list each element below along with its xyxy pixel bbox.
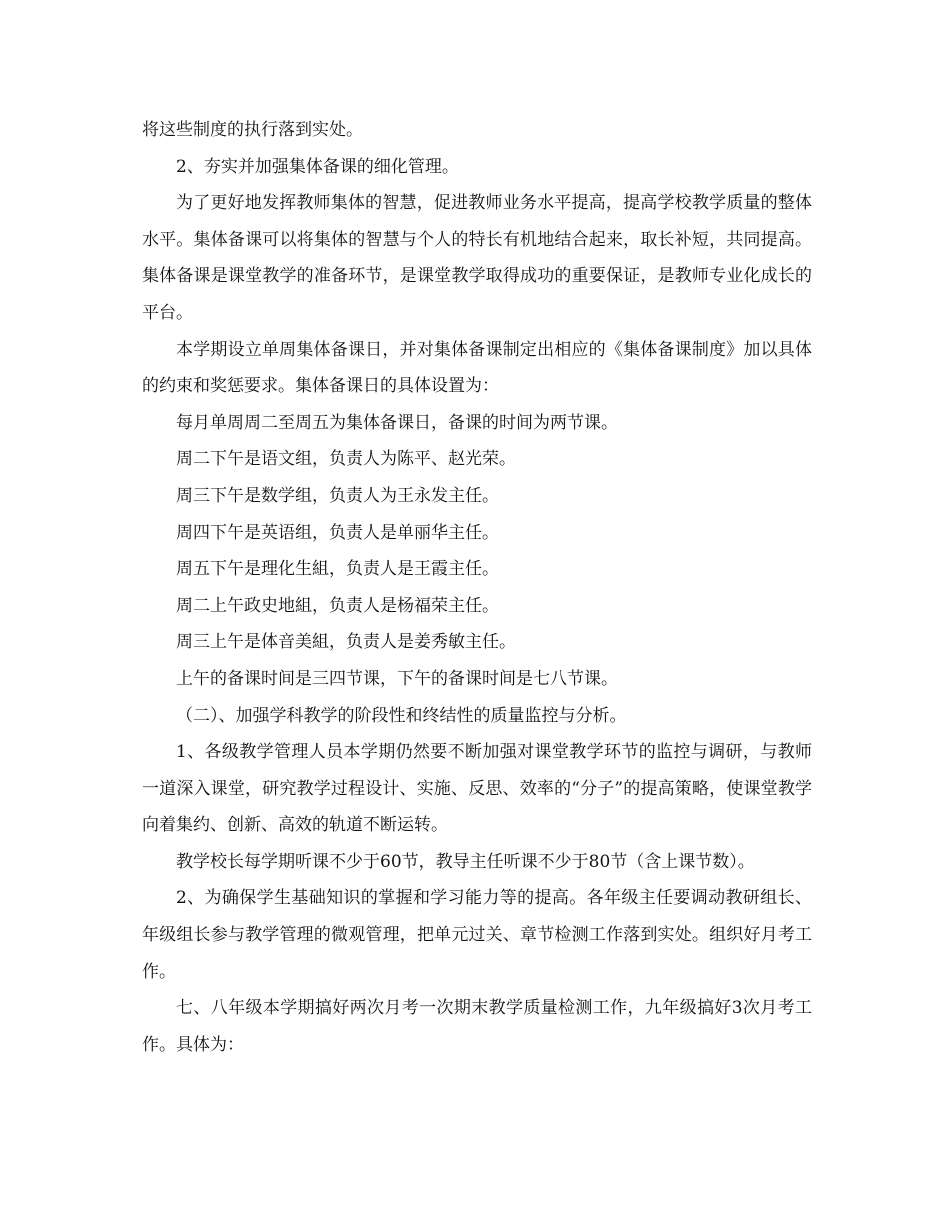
- paragraph: 上午的备课时间是三四节课，下午的备课时间是七八节课。: [176, 668, 618, 689]
- paragraph: 周二上午政史地組，负责人是杨福荣主任。: [176, 595, 499, 616]
- paragraph: 教学校长每学期听课不少于60节，教导主任听课不少于80节（含上课节数）。: [176, 851, 755, 872]
- document-page: [142, 112, 812, 1063]
- paragraph: 周五下午是理化生組，负责人是王霞主任。: [176, 559, 499, 580]
- paragraph: 1、各级教学管理人员本学期仍然要不断加强对课堂教学环节的监控与调研，与教师一道深入课堂，研究教学过程设计、实施、反思、效率的“分子”的提高策略，使课堂教学向着集约、创新、高效的轨道不断运转。: [142, 742, 812, 836]
- paragraph: 七、八年级本学期搞好两次月考一次期末教学质量检测工作，九年级搞好3次月考工作。具体为：: [142, 998, 812, 1055]
- paragraph: 周二下午是语文组，负责人为陈平、赵光荣。: [176, 449, 516, 470]
- paragraph: 为了更好地发挥教师集体的智慧，促进教师业务水平提高，提高学校教学质量的整体水平。集体备课可以将集体的智慧与个人的特长有机地结合起来，取长补短，共同提高。集体备课是课堂教学的准备环节，是课堂教学取得成功的重要保证，是教师专业化成长的平台。: [142, 193, 812, 323]
- paragraph: 2、夯实并加强集体备课的细化管理。: [176, 156, 459, 177]
- paragraph: 周三上午是体音美組，负责人是姜秀敏主任。: [176, 632, 516, 653]
- paragraph: 将这些制度的执行落到实处。: [142, 120, 363, 140]
- paragraph: 2、为确保学生基础知识的掌握和学习能力等的提高。各年级主任要调动教研组长、年级组长参与教学管理的微观管理，把单元过关、章节检测工作落到实处。组织好月考工作。: [142, 888, 812, 982]
- paragraph: 本学期设立单周集体备课日，并对集体备课制定出相应的《集体备课制度》加以具体的约束和奖惩要求。集体备课日的具体设置为：: [142, 339, 812, 397]
- section-heading: （二）、加强学科教学的阶段性和终结性的质量监控与分析。: [176, 705, 627, 726]
- paragraph: 周三下午是数学组，负责人为王永发主任。: [176, 485, 499, 506]
- paragraph: 周四下午是英语组，负责人是单丽华主任。: [176, 522, 499, 543]
- paragraph: 每月单周周二至周五为集体备课日，备课的时间为两节课。: [176, 412, 618, 433]
